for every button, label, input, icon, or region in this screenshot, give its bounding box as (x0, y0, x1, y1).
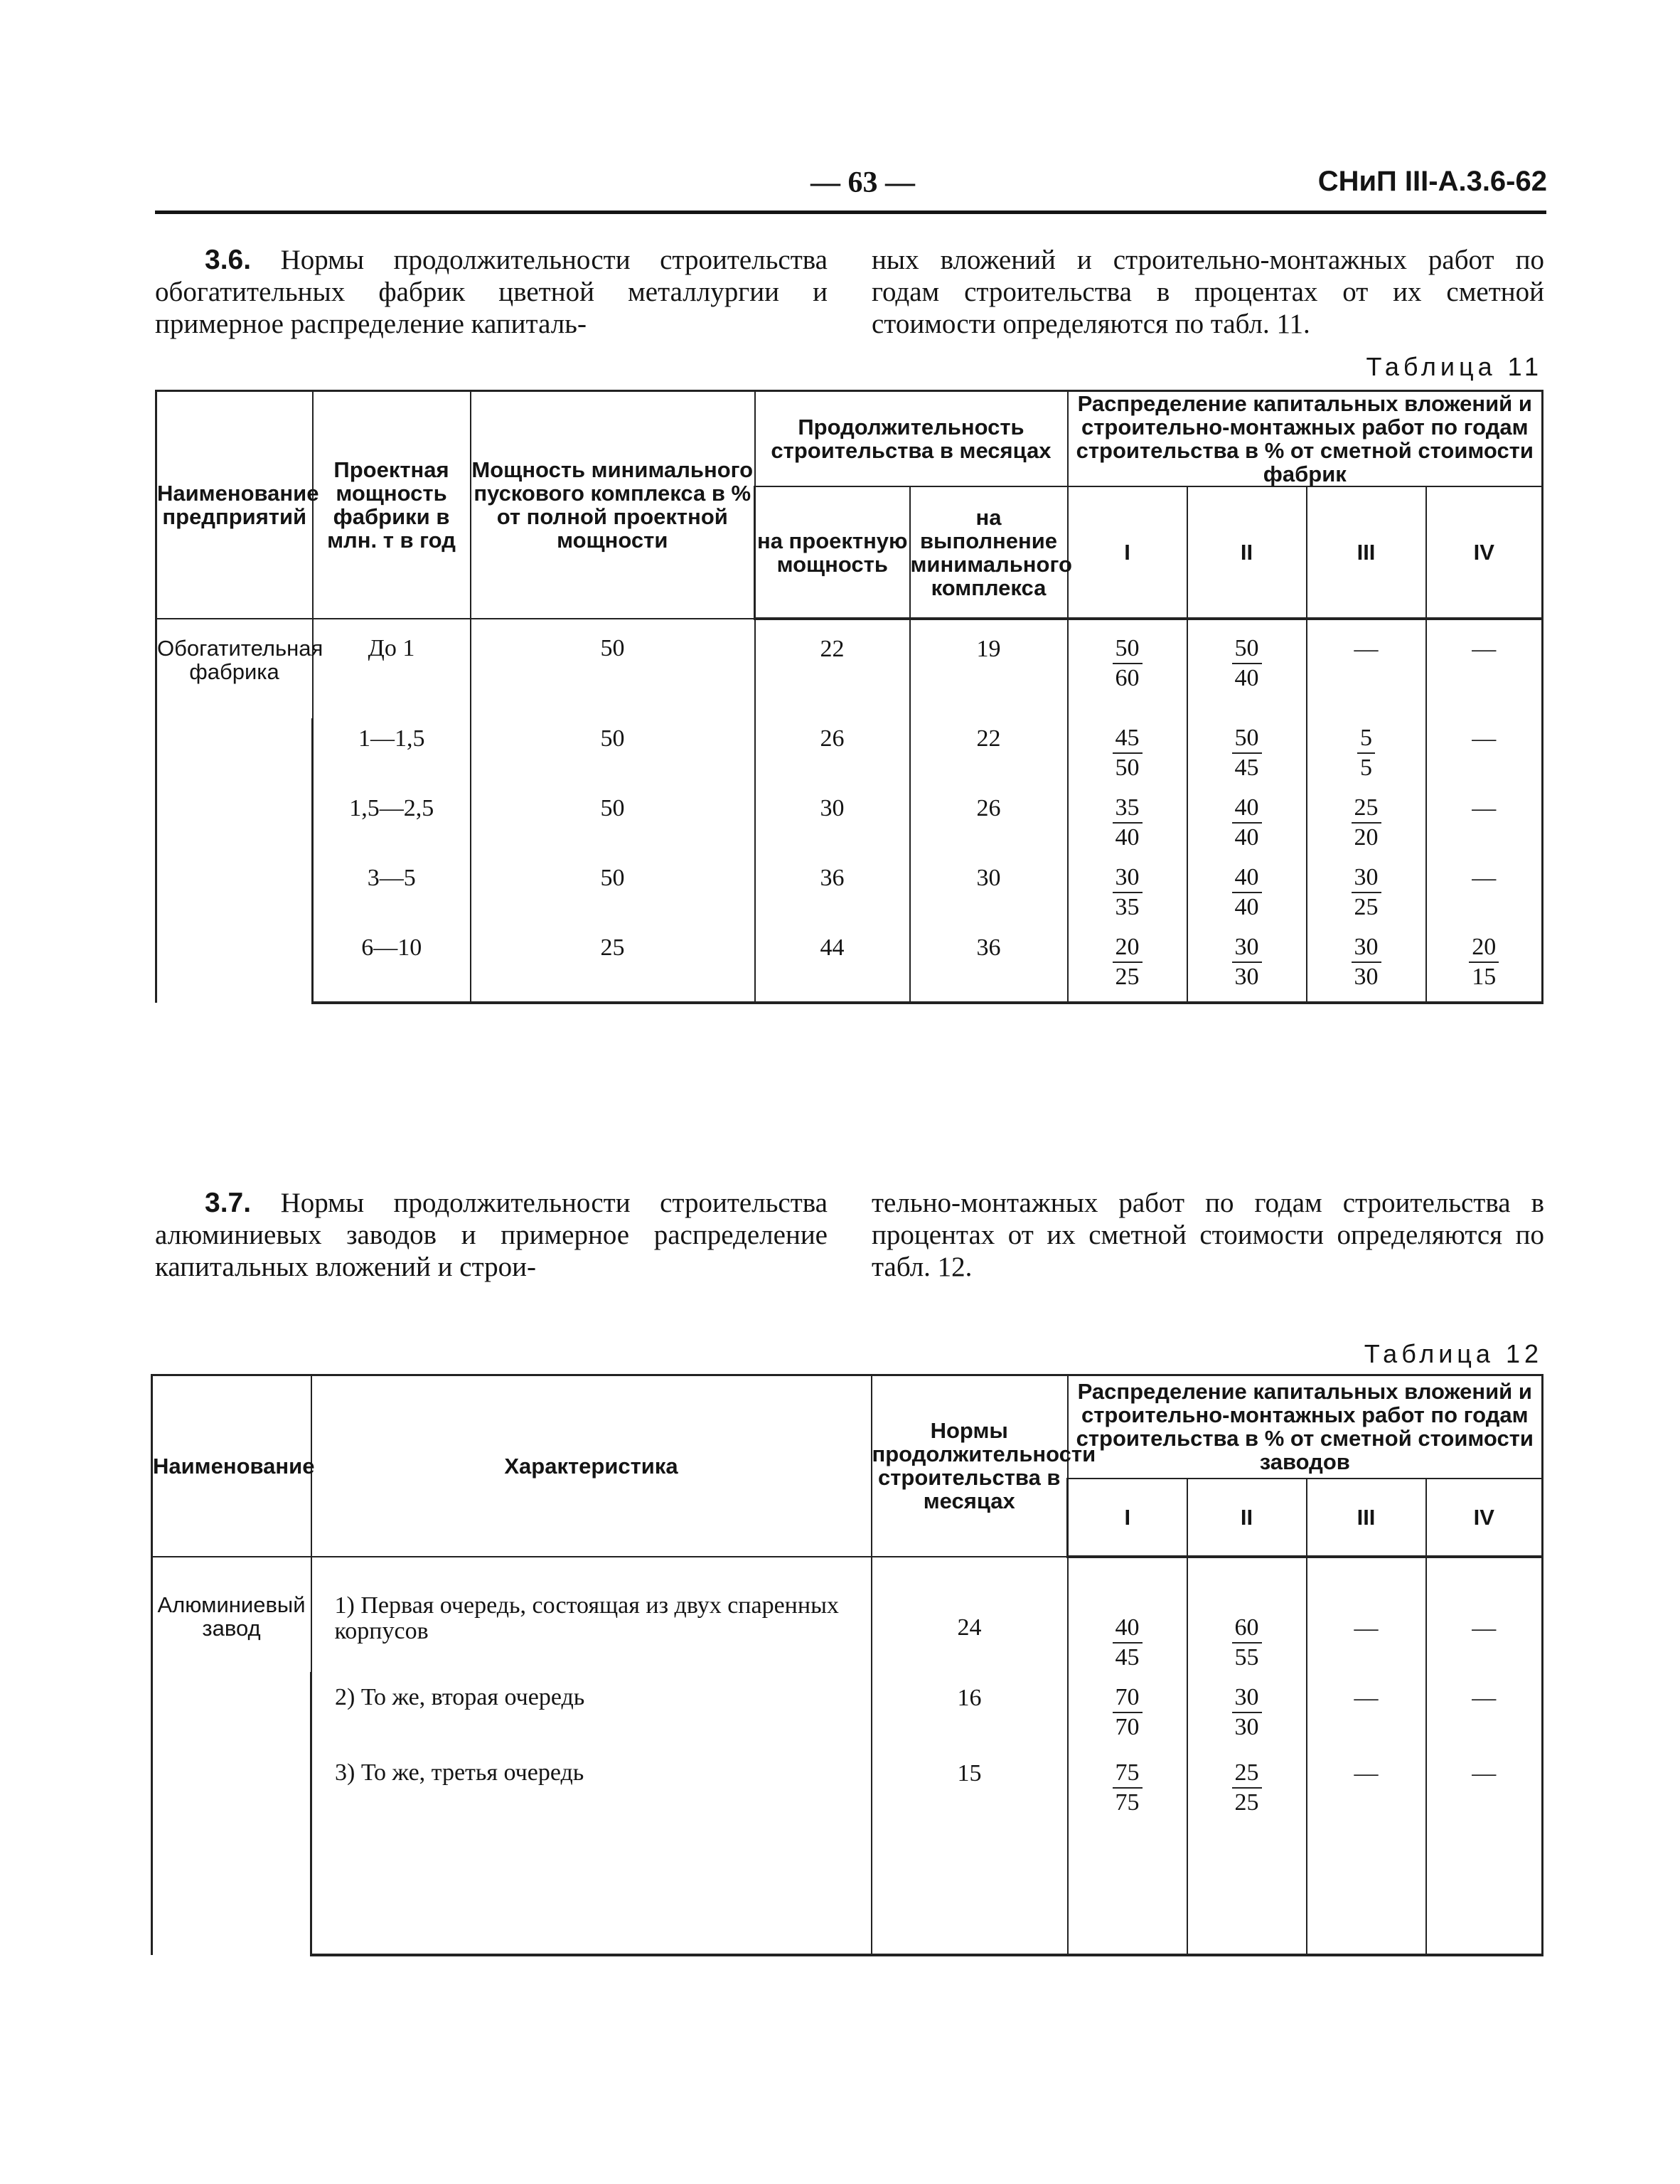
table-row (152, 1747, 1543, 1955)
fraction-numerator: 30 (1232, 933, 1262, 963)
paragraph-text: Нормы продолжительности строительства обогатительных фабрик цветной металлургии и примерное распределение капиталь- (155, 245, 828, 339)
fraction-denominator: 20 (1354, 824, 1379, 851)
fraction-denominator: 30 (1354, 964, 1379, 990)
fraction (1113, 794, 1143, 852)
fraction-numerator: 30 (1232, 1683, 1262, 1713)
year-1-cell (1068, 718, 1187, 788)
table-row (156, 858, 1543, 927)
fraction (1357, 724, 1375, 782)
capacity-cell: 3—5 (313, 858, 471, 927)
norm-cell: 15 (872, 1747, 1068, 1955)
year-3-cell (1307, 858, 1426, 927)
fraction-numerator: 5 (1357, 724, 1375, 754)
min-complex-cell: 50 (471, 718, 755, 788)
fraction-numerator: 25 (1352, 794, 1381, 824)
paragraph-text: Нормы продолжительности строительства алюминиевых заводов и примерное распределение капитальных вложений и строи- (155, 1188, 828, 1282)
fraction-denominator: 30 (1234, 1713, 1259, 1740)
fraction-numerator: 30 (1113, 863, 1143, 893)
year-3-cell (1307, 788, 1426, 858)
fraction (1232, 863, 1262, 922)
duration-min-cell: 36 (910, 927, 1068, 1003)
duration-full-cell: 30 (755, 788, 910, 858)
section-3-7-left (155, 1187, 828, 1283)
fraction-denominator: 35 (1115, 894, 1140, 920)
fraction (1352, 794, 1381, 852)
year-4-cell: — (1426, 718, 1543, 788)
header-year-1: I (1068, 486, 1187, 619)
fraction (1232, 634, 1262, 693)
duration-full-cell: 22 (755, 619, 910, 718)
fraction (1232, 1759, 1262, 1817)
fraction (1352, 933, 1381, 991)
fraction-denominator: 30 (1234, 964, 1259, 990)
fraction (1113, 1614, 1143, 1672)
header-year-3: III (1307, 486, 1426, 619)
header-year-3: III (1307, 1479, 1426, 1557)
characteristic-cell: 2) То же, вторая очередь (311, 1672, 872, 1747)
header-year-1: I (1068, 1479, 1187, 1557)
fraction-numerator: 35 (1113, 794, 1143, 824)
fraction-denominator: 70 (1115, 1713, 1140, 1740)
year-3-cell: — (1307, 1747, 1426, 1955)
table-11-caption: Таблица 11 (1366, 352, 1543, 381)
year-2-cell (1187, 788, 1307, 858)
fraction (1469, 933, 1499, 991)
fraction (1232, 794, 1262, 852)
fraction-denominator: 45 (1234, 755, 1259, 781)
header-distribution: Распределение капитальных вложений и строительно-монтажных работ по годам строительства в % от сметной стоимости заводов (1068, 1375, 1543, 1479)
year-1-cell (1068, 1672, 1187, 1747)
header-year-4: IV (1426, 486, 1543, 619)
norm-cell: 16 (872, 1672, 1068, 1747)
fraction-numerator: 50 (1232, 724, 1262, 754)
duration-full-cell: 36 (755, 858, 910, 927)
year-4-cell: — (1426, 1557, 1543, 1672)
fraction (1113, 863, 1143, 922)
page-number: — 63 — (810, 166, 915, 199)
capacity-cell: 6—10 (313, 927, 471, 1003)
header-distribution: Распределение капитальных вложений и строительно-монтажных работ по годам строительства в % от сметной стоимости фабрик (1068, 391, 1543, 487)
section-number: 3.7. (205, 1188, 252, 1218)
fraction-denominator: 45 (1115, 1644, 1140, 1671)
year-2-cell (1187, 619, 1307, 718)
duration-min-cell: 22 (910, 718, 1068, 788)
year-1-cell (1068, 1747, 1187, 1955)
year-4-cell: — (1426, 1672, 1543, 1747)
capacity-cell: 1—1,5 (313, 718, 471, 788)
fraction-numerator: 60 (1232, 1614, 1262, 1644)
year-2-cell (1187, 858, 1307, 927)
fraction (1232, 1683, 1262, 1742)
fraction-denominator: 40 (1234, 824, 1259, 851)
fraction-numerator: 50 (1113, 634, 1143, 664)
fraction (1232, 933, 1262, 991)
duration-min-cell: 30 (910, 858, 1068, 927)
header-characteristic: Характеристика (311, 1375, 872, 1557)
fraction (1113, 1759, 1143, 1817)
header-name: Наименование предприятий (156, 391, 313, 619)
fraction-denominator: 25 (1234, 1789, 1259, 1816)
fraction-denominator: 50 (1115, 755, 1140, 781)
min-complex-cell: 50 (471, 788, 755, 858)
capacity-cell: 1,5—2,5 (313, 788, 471, 858)
year-3-cell (1307, 927, 1426, 1003)
fraction-numerator: 20 (1469, 933, 1499, 963)
year-1-cell (1068, 858, 1187, 927)
fraction (1113, 634, 1143, 693)
characteristic-cell: 3) То же, третья очередь (311, 1747, 872, 1955)
year-1-cell (1068, 619, 1187, 718)
duration-min-cell: 26 (910, 788, 1068, 858)
table-12 (151, 1374, 1543, 1956)
header-name: Наименование (152, 1375, 311, 1557)
year-3-cell: — (1307, 1672, 1426, 1747)
year-1-cell (1068, 927, 1187, 1003)
fraction-denominator: 40 (1115, 824, 1140, 851)
section-number: 3.6. (205, 245, 252, 275)
fraction-numerator: 20 (1113, 933, 1143, 963)
fraction-denominator: 15 (1472, 964, 1497, 990)
fraction-numerator: 70 (1113, 1683, 1143, 1713)
fraction-denominator: 40 (1234, 665, 1259, 691)
table-12-caption: Таблица 12 (1364, 1339, 1543, 1368)
fraction-numerator: 30 (1352, 863, 1381, 893)
year-4-cell: — (1426, 619, 1543, 718)
header-duration-min: на выполнение минимального комплекса (910, 486, 1068, 619)
fraction (1113, 933, 1143, 991)
fraction (1113, 1683, 1143, 1742)
header-capacity: Проектная мощность фабрики в млн. т в год (313, 391, 471, 619)
header-min-complex: Мощность минимального пускового комплекса в % от полной проектной мощности (471, 391, 755, 619)
header-rule (155, 211, 1546, 214)
year-2-cell (1187, 1557, 1307, 1672)
fraction-numerator: 75 (1113, 1759, 1143, 1789)
year-3-cell: — (1307, 619, 1426, 718)
fraction-numerator: 40 (1113, 1614, 1143, 1644)
year-1-cell (1068, 1557, 1187, 1672)
min-complex-cell: 50 (471, 858, 755, 927)
table-row (152, 1557, 1543, 1672)
fraction-numerator: 40 (1232, 794, 1262, 824)
year-2-cell (1187, 927, 1307, 1003)
year-2-cell (1187, 718, 1307, 788)
enterprise-name: Обогатительная фабрика (156, 619, 313, 1003)
section-3-7-right: тельно-монтажных работ по годам строительства в процентах от их сметной стоимости определяются по табл. 12. (872, 1188, 1544, 1282)
year-4-cell: — (1426, 858, 1543, 927)
fraction-denominator: 25 (1115, 964, 1140, 990)
fraction (1352, 863, 1381, 922)
year-4-cell: — (1426, 788, 1543, 858)
year-3-cell: — (1307, 1557, 1426, 1672)
capacity-cell: До 1 (313, 619, 471, 718)
duration-full-cell: 44 (755, 927, 910, 1003)
table-row (152, 1672, 1543, 1747)
fraction (1113, 724, 1143, 782)
document-code: СНиП III-А.3.6-62 (1317, 166, 1547, 197)
table-row (156, 718, 1543, 788)
header-duration: Продолжительность строительства в месяцах (755, 391, 1068, 487)
duration-full-cell: 26 (755, 718, 910, 788)
fraction-denominator: 75 (1115, 1789, 1140, 1816)
header-norms: Нормы продолжительности строительства в месяцах (872, 1375, 1068, 1557)
fraction-denominator: 55 (1234, 1644, 1259, 1671)
table-row (156, 788, 1543, 858)
year-2-cell (1187, 1747, 1307, 1955)
duration-min-cell: 19 (910, 619, 1068, 718)
fraction (1232, 724, 1262, 782)
header-duration-full: на проектную мощность (755, 486, 910, 619)
table-row (156, 619, 1543, 718)
fraction-numerator: 45 (1113, 724, 1143, 754)
header-year-2: II (1187, 1479, 1307, 1557)
section-3-6-right: ных вложений и строительно-монтажных работ по годам строительства в процентах от их сметной стоимости определяются по табл. 11. (872, 245, 1544, 339)
section-3-6-left (155, 244, 828, 340)
year-2-cell (1187, 1672, 1307, 1747)
fraction-denominator: 40 (1234, 894, 1259, 920)
fraction-numerator: 40 (1232, 863, 1262, 893)
fraction-denominator: 25 (1354, 894, 1379, 920)
year-3-cell (1307, 718, 1426, 788)
min-complex-cell: 50 (471, 619, 755, 718)
fraction (1232, 1614, 1262, 1672)
header-year-4: IV (1426, 1479, 1543, 1557)
year-4-cell: — (1426, 1747, 1543, 1955)
table-11 (155, 390, 1543, 1004)
min-complex-cell: 25 (471, 927, 755, 1003)
fraction-numerator: 30 (1352, 933, 1381, 963)
characteristic-cell: 1) Первая очередь, состоящая из двух спаренных корпусов (311, 1557, 872, 1672)
fraction-numerator: 25 (1232, 1759, 1262, 1789)
table-row (156, 927, 1543, 1003)
norm-cell: 24 (872, 1557, 1068, 1672)
header-year-2: II (1187, 486, 1307, 619)
fraction-denominator: 5 (1360, 755, 1372, 781)
year-1-cell (1068, 788, 1187, 858)
year-4-cell (1426, 927, 1543, 1003)
enterprise-name: Алюминиевый завод (152, 1557, 311, 1955)
fraction-numerator: 50 (1232, 634, 1262, 664)
fraction-denominator: 60 (1115, 665, 1140, 691)
